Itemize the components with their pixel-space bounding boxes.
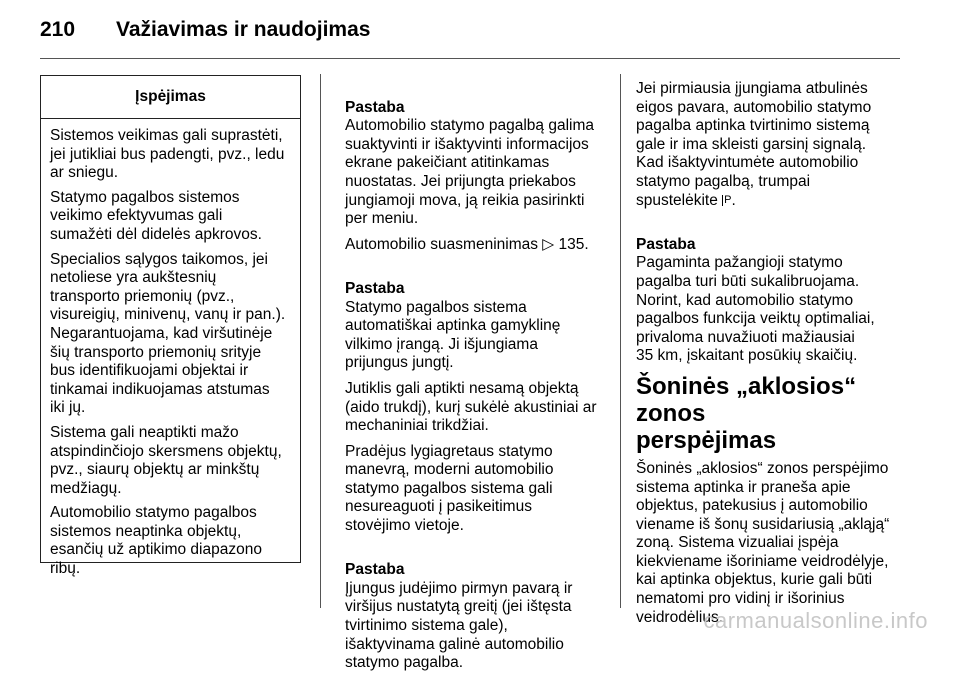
arrow-right-icon: ▷	[542, 235, 555, 253]
note-label: Pastaba	[345, 98, 405, 116]
warning-paragraph: Sistemos veikimas gali suprastėti, jei jutikliai bus padengti, pvz., ledu ar sniegu.	[50, 127, 285, 182]
note-text: Įjungus judėjimo pirmyn pavarą ir viršijus nustatytą greitį (jei ištęsta tvirtinimo sistema gale), išaktyvinama galinė automobilio statymo pagalba.	[345, 579, 573, 672]
note-block	[345, 261, 610, 373]
warning-title: Įspėjimas	[41, 76, 300, 119]
column-middle	[345, 80, 610, 680]
header-rule	[40, 58, 900, 59]
body-paragraph: Jei pirmiausia įjungiama atbulinės eigos pavara, automobilio statymo pagalba aptinka tvirtinimo sistemą gale ir ima skleisti garsinį signalą. Kad išaktyvintumėte automobilio statymo pagalbą, trumpai spustelėkite P.	[636, 80, 872, 209]
body-paragraph: Pradėjus lygiagretaus statymo manevrą, moderni automobilio statymo pagalbos sistema gali nesureaguoti į pasikeitimus stovėjimo vietoje.	[345, 442, 554, 535]
note-block	[345, 543, 610, 673]
page-number: 210	[40, 18, 76, 41]
column-right	[636, 80, 906, 634]
chapter-title: Važiavimas ir naudojimas	[116, 18, 371, 41]
watermark: carmanualsonline.info	[703, 608, 928, 633]
warning-paragraph: Statymo pagalbos sistemos veikimo efektyvumas gali sumažėti dėl didelės apkrovos.	[50, 188, 262, 243]
note-text: Pagaminta pažangioji statymo pagalba turi būti sukalibruojama. Norint, kad automobilio statymo pagalbos funkcija veiktų optimaliai, privaloma nuvažiuoti mažiausiai 35 km, įskaitant posūkių skaičių.	[636, 254, 875, 365]
warning-box	[40, 75, 301, 578]
crossref-page: 135.	[554, 235, 589, 253]
note-block	[636, 217, 906, 366]
note-label: Pastaba	[345, 279, 405, 297]
warning-paragraph: Specialios sąlygos taikomos, jei netoliese yra aukštesnių transporto priemonių (pvz., visureigių, minivenų, vanų ir pan.). Negarantuojama, kad viršutinėje šių transporto priemonių srityje bus identifikuojami objektai ir tinkamai indikuojamas atstumas iki jų.	[50, 250, 286, 417]
note-label: Pastaba	[345, 561, 405, 579]
section-body: Šoninės „aklosios“ zonos perspėjimo sistema aptinka ir praneša apie objektus, patekusius į automobilio viename iš šonų susidariusią „akląją“ zoną. Sistema vizualiai įspėja kiekviename išoriniame veidrodėlyje, kai aptinka objektus, kurie gali būti nematomi pro vidinį ir išorinius veidrodėlius.	[636, 459, 890, 626]
warning-paragraph: Automobilio statymo pagalbos sistemos neaptinka objektų, esančių už aptikimo diapazono ribų.	[50, 504, 262, 578]
crossref-text: Automobilio suasmeninimas	[345, 235, 543, 253]
body-paragraph: Jutiklis gali aptikti nesamą objektą (aido trukdį), kurį sukėlė akustiniai ar mechaniniai trikdžiai.	[345, 379, 597, 435]
section-heading: Šoninės „aklosios“ zonos perspėjimas	[636, 372, 857, 454]
note-text: Statymo pagalbos sistema automatiškai aptinka gamyklinę vilkimo įrangą. Ji išjungiama prijungus jungtį.	[345, 298, 561, 372]
note-text: Automobilio statymo pagalbą galima suaktyvinti ir išaktyvinti informacijos ekrane pakeičiant atitinkamas nuostatas. Jei prijungta priekabos jungiamoji mova, ją reikia pasirinkti per meniu.	[345, 117, 594, 228]
column-divider	[620, 74, 621, 608]
cross-reference	[345, 236, 610, 255]
page-header	[40, 18, 900, 48]
warning-paragraph: Sistema gali neaptikti mažo atspindinčiojo skersmens objektų, pvz., siaurų objektų ar minkštų medžiagų.	[50, 423, 282, 497]
note-label: Pastaba	[636, 235, 696, 253]
warning-body	[41, 119, 300, 579]
parking-assist-icon: P	[724, 193, 732, 206]
column-divider	[320, 74, 321, 608]
note-block	[345, 80, 610, 229]
